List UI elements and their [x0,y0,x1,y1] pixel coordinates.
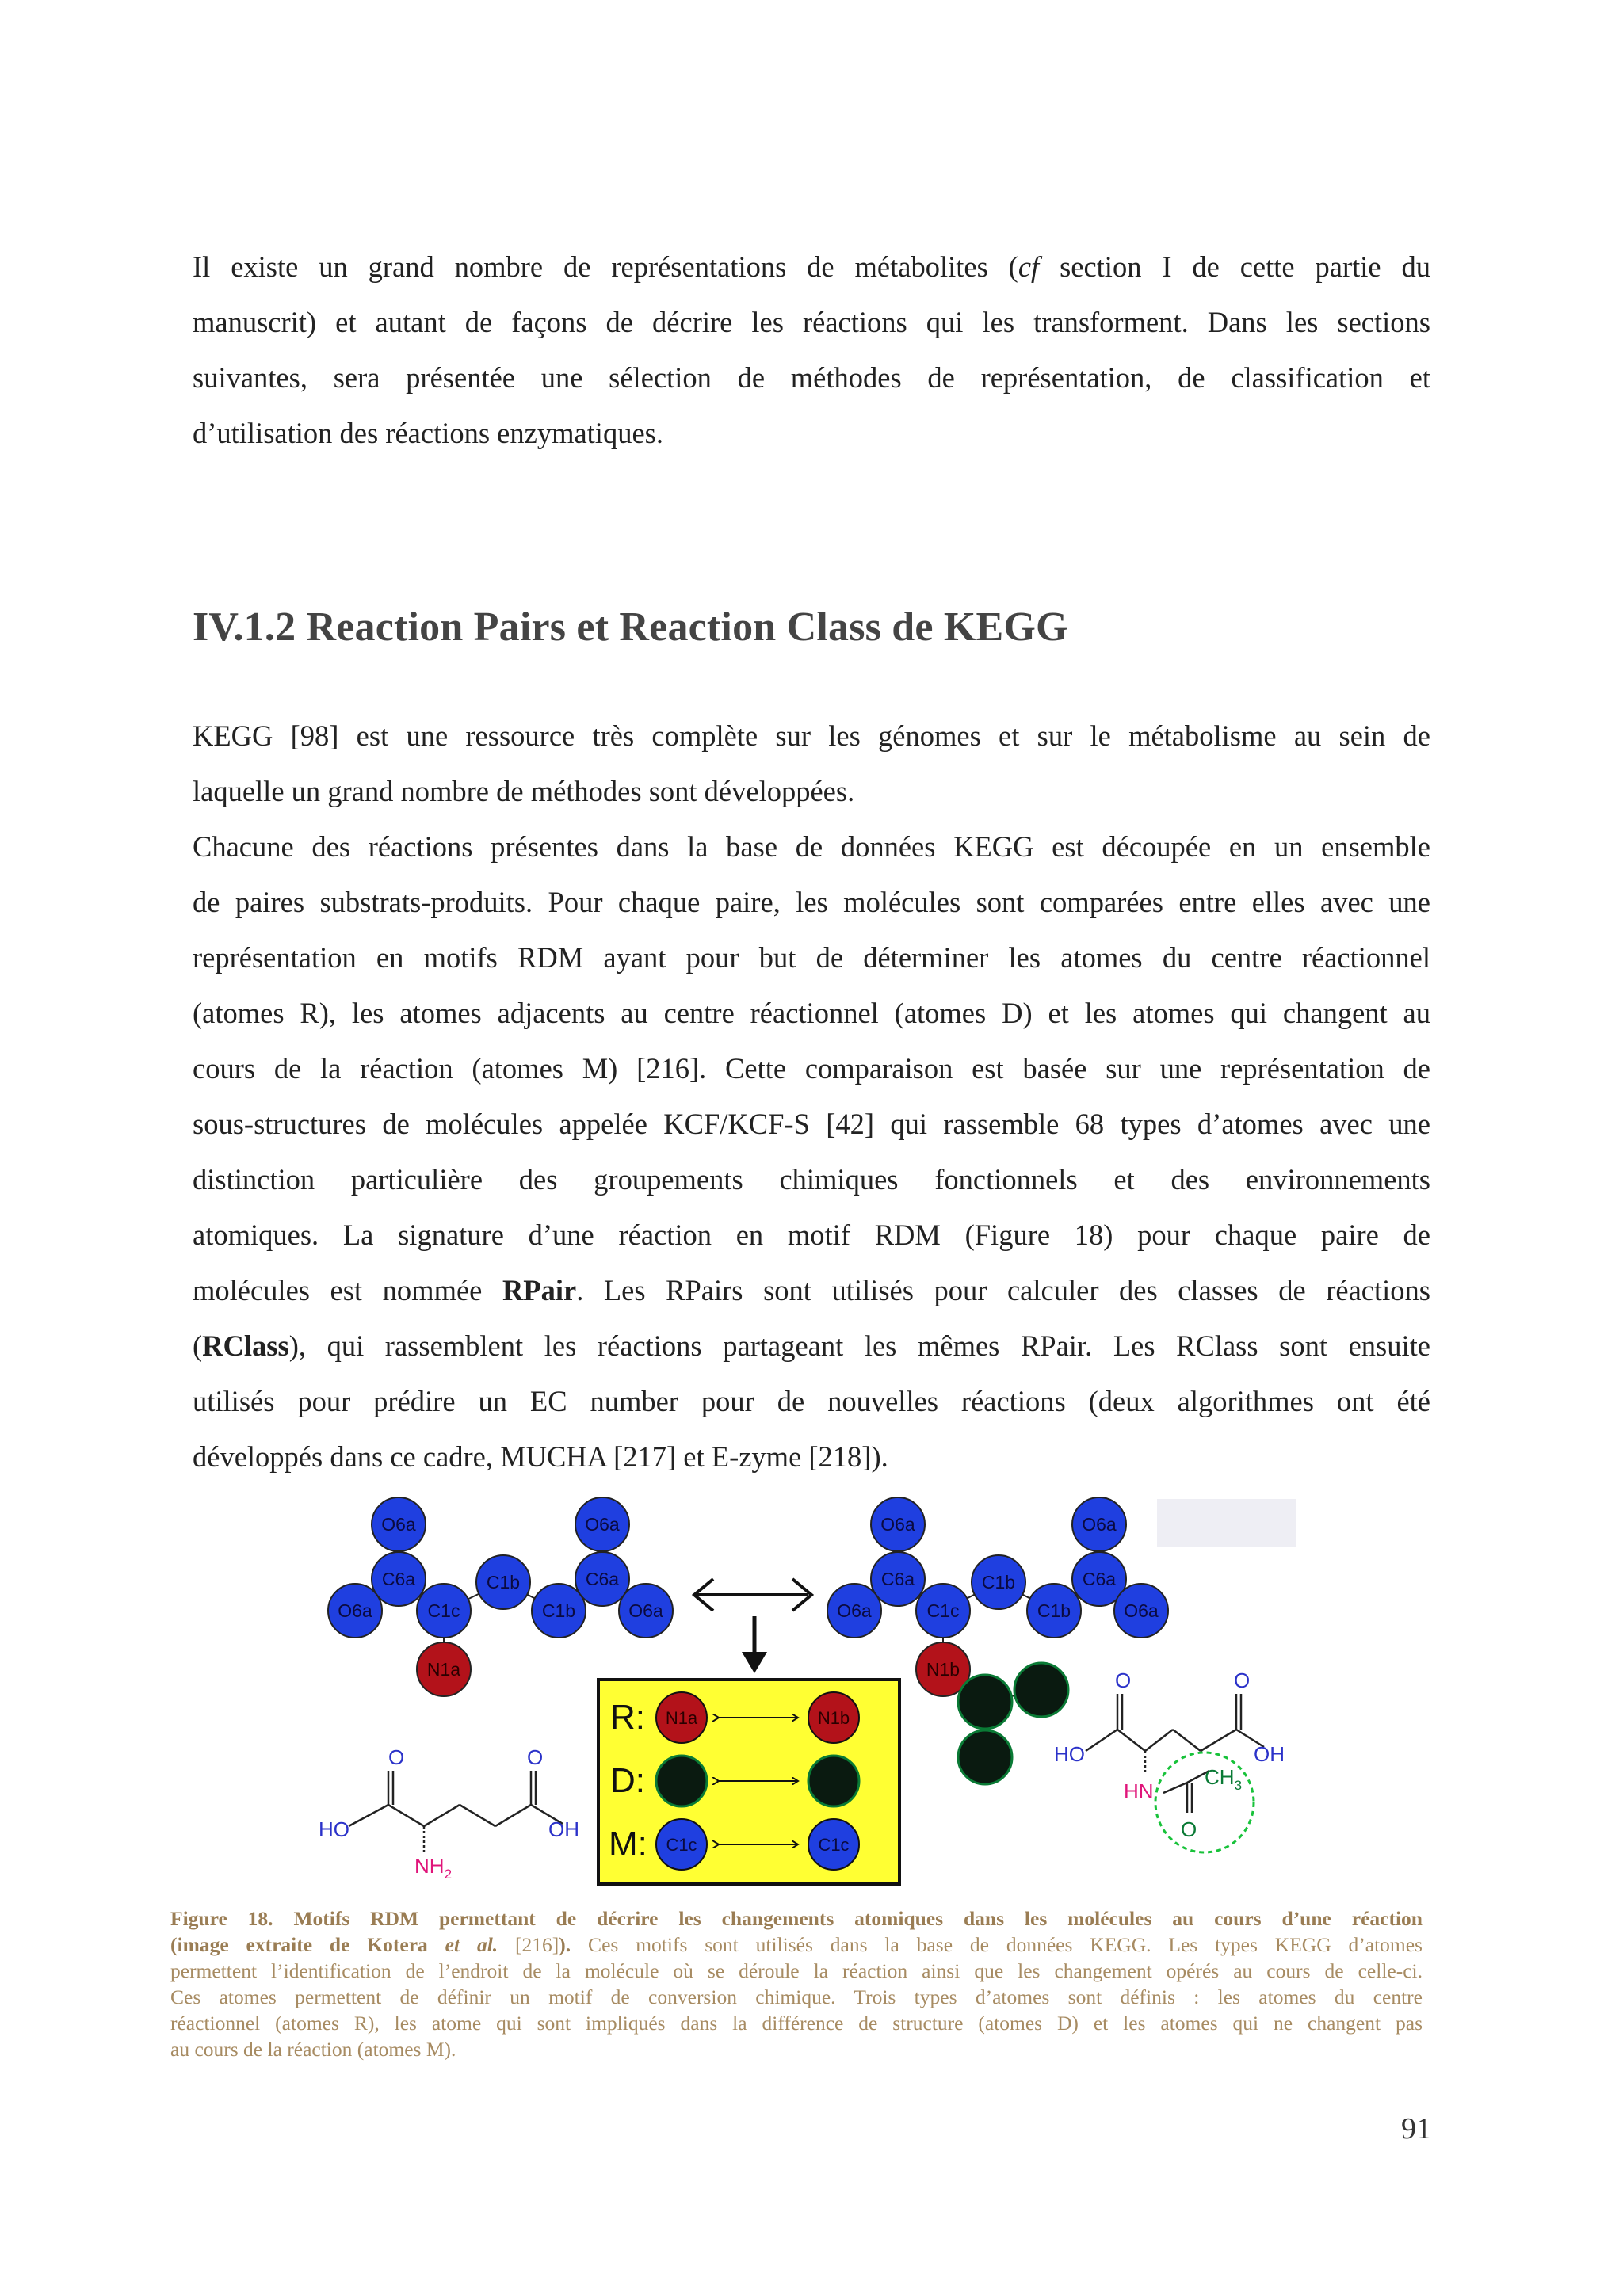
down-arrow [742,1616,767,1673]
svg-text:O: O [1115,1669,1132,1692]
rdm-figure-svg [317,1489,1323,1894]
caption-line: permettent l’identification de l’endroit de la molécule où se déroule la réaction ainsi que les changement opérés au cours de celle-ci. [170,1959,1423,1982]
svg-text:C1c: C1c [926,1600,960,1621]
text-line: atomiques. La signature d’une réaction en motif RDM (Figure 18) pour chaque paire de [193,1219,1430,1251]
text-line: Chacune des réactions présentes dans la base de données KEGG est découpée en un ensemble [193,830,1430,863]
text-line: utilisés pour prédire un EC number pour de nouvelles réactions (deux algorithmes ont été [193,1385,1430,1417]
svg-text:C1b: C1b [541,1600,576,1621]
svg-text:O: O [527,1745,544,1769]
right-node-difference [958,1675,1012,1729]
svg-text:O: O [1181,1817,1197,1841]
left-node [575,1552,629,1606]
reaction-arrow [694,1579,812,1611]
svg-text:C1b: C1b [486,1572,521,1592]
glutamate-structure [319,1745,579,1882]
left-node [372,1497,426,1551]
text-line: manuscrit) et autant de façons de décrire les réactions qui les transforment. Dans les sections [193,306,1430,338]
text-line: (atomes R), les atomes adjacents au centre réactionnel (atomes D) et les atomes qui changent au [193,997,1430,1029]
svg-text:O6a: O6a [381,1514,416,1535]
right-node [827,1584,881,1638]
svg-text:O: O [388,1745,405,1769]
svg-text:HN: HN [1124,1779,1154,1803]
left-node-reaction-center [417,1642,471,1696]
kegg-intro-paragraph [193,708,1430,819]
page-number: 91 [1401,2112,1431,2145]
svg-text:C1b: C1b [1037,1600,1071,1621]
background-patch [1157,1499,1296,1547]
left-node [372,1552,426,1606]
text-line: (RClass), qui rassemblent les réactions partageant les mêmes RPair. Les RClass sont ensuite [193,1329,1430,1362]
svg-text:O6a: O6a [837,1600,872,1621]
text-line: sous-structures de molécules appelée KCF/KCF-S [42] qui rassemble 68 types d’atomes avec une [193,1108,1430,1140]
left-node [575,1497,629,1551]
text-line: suivantes, sera présentée une sélection de méthodes de représentation, de classification et [193,361,1430,394]
svg-text:C1c: C1c [427,1600,460,1621]
svg-text:HO: HO [319,1817,349,1841]
text-line: distinction particulière des groupements chimiques fonctionnels et des environnements [193,1163,1430,1196]
figure-caption [170,1905,1423,2062]
svg-text:N1a: N1a [426,1659,461,1680]
text-line: molécules est nommée RPair. Les RPairs sont utilisés pour calculer des classes de réactions [193,1274,1430,1306]
text-line: KEGG [98] est une ressource très complète sur les génomes et sur le métabolisme au sein de [193,719,1430,752]
section-heading: IV.1.2 Reaction Pairs et Reaction Class de KEGG [193,605,1068,650]
svg-text:O6a: O6a [1124,1600,1159,1621]
svg-text:HO: HO [1054,1742,1085,1766]
svg-text:OH: OH [548,1817,579,1841]
text-line: développés dans ce cadre, MUCHA [217] et E-zyme [218]). [193,1440,888,1473]
rdm-box [598,1680,899,1884]
svg-text:NH2: $NH_2$ [414,1854,453,1882]
left-molecule [328,1497,673,1696]
svg-text:M:: M: [609,1825,647,1863]
caption-line: Ces atomes permettent de définir un motif de conversion chimique. Trois types d’atomes sont définis : les atomes du centre [170,1985,1423,2008]
svg-text:C6a: C6a [1082,1569,1117,1589]
left-node [417,1584,471,1638]
text-line: laquelle un grand nombre de méthodes sont développées. [193,775,855,807]
svg-text:C1c: C1c [818,1835,850,1855]
right-node-difference [1014,1663,1068,1717]
svg-text:R:: R: [610,1698,645,1737]
text-line: d’utilisation des réactions enzymatiques. [193,417,663,449]
svg-text:CH3: $CH_3$ [1205,1765,1243,1793]
svg-text:N1b: N1b [926,1659,960,1680]
text-line: cours de la réaction (atomes M) [216]. Cette comparaison est basée sur une représentation de [193,1052,1430,1085]
rpair-term: RPair [502,1274,577,1306]
svg-text:O6a: O6a [1082,1514,1117,1535]
n-acetylglutamate-structure [1054,1669,1285,1852]
right-node [972,1555,1025,1609]
svg-text:C6a: C6a [585,1569,620,1589]
right-node [916,1584,970,1638]
left-node [619,1584,673,1638]
svg-text:O6a: O6a [585,1514,620,1535]
caption-line: Figure 18. Motifs RDM permettant de décrire les changements atomiques dans les molécules au cours d’une réaction [170,1907,1423,1930]
caption-line: réactionnel (atomes R), les atome qui sont impliqués dans la différence de structure (atomes D) et les atomes qui ne changent pas [170,2012,1423,2035]
right-node [871,1497,925,1551]
text-line: Il existe un grand nombre de représentations de métabolites (cf section I de cette partie du [193,250,1430,283]
svg-text:OH: OH [1254,1742,1285,1766]
svg-text:N1a: N1a [665,1708,698,1728]
left-node [328,1584,382,1638]
svg-text:C1c: C1c [666,1835,697,1855]
rclass-term: RClass [202,1329,289,1362]
right-node [871,1552,925,1606]
rpair-paragraph [193,819,1430,1485]
caption-line: au cours de la réaction (atomes M). [170,2038,456,2061]
figure-18 [317,1489,1323,1894]
intro-paragraph [193,239,1430,461]
svg-text:O6a: O6a [628,1600,663,1621]
svg-text:N1b: N1b [817,1708,850,1728]
right-node-difference [958,1730,1012,1784]
svg-text:C6a: C6a [880,1569,915,1589]
text-line: représentation en motifs RDM ayant pour but de déterminer les atomes du centre réactionnel [193,941,1430,974]
svg-text:C1b: C1b [981,1572,1016,1592]
caption-line: (image extraite de Kotera et al. [216]). Ces motifs sont utilisés dans la base de données KEGG. Les types KEGG d’atomes [170,1933,1423,1956]
svg-text:O6a: O6a [880,1514,915,1535]
left-node [532,1584,586,1638]
right-node [1072,1497,1126,1551]
svg-text:D:: D: [610,1761,645,1800]
svg-text:C6a: C6a [381,1569,416,1589]
left-node [476,1555,530,1609]
right-node [1114,1584,1168,1638]
svg-text:O: O [1234,1669,1251,1692]
right-node [1027,1584,1081,1638]
svg-text:O6a: O6a [338,1600,372,1621]
text-line: de paires substrats-produits. Pour chaque paire, les molécules sont comparées entre elles avec une [193,886,1430,918]
